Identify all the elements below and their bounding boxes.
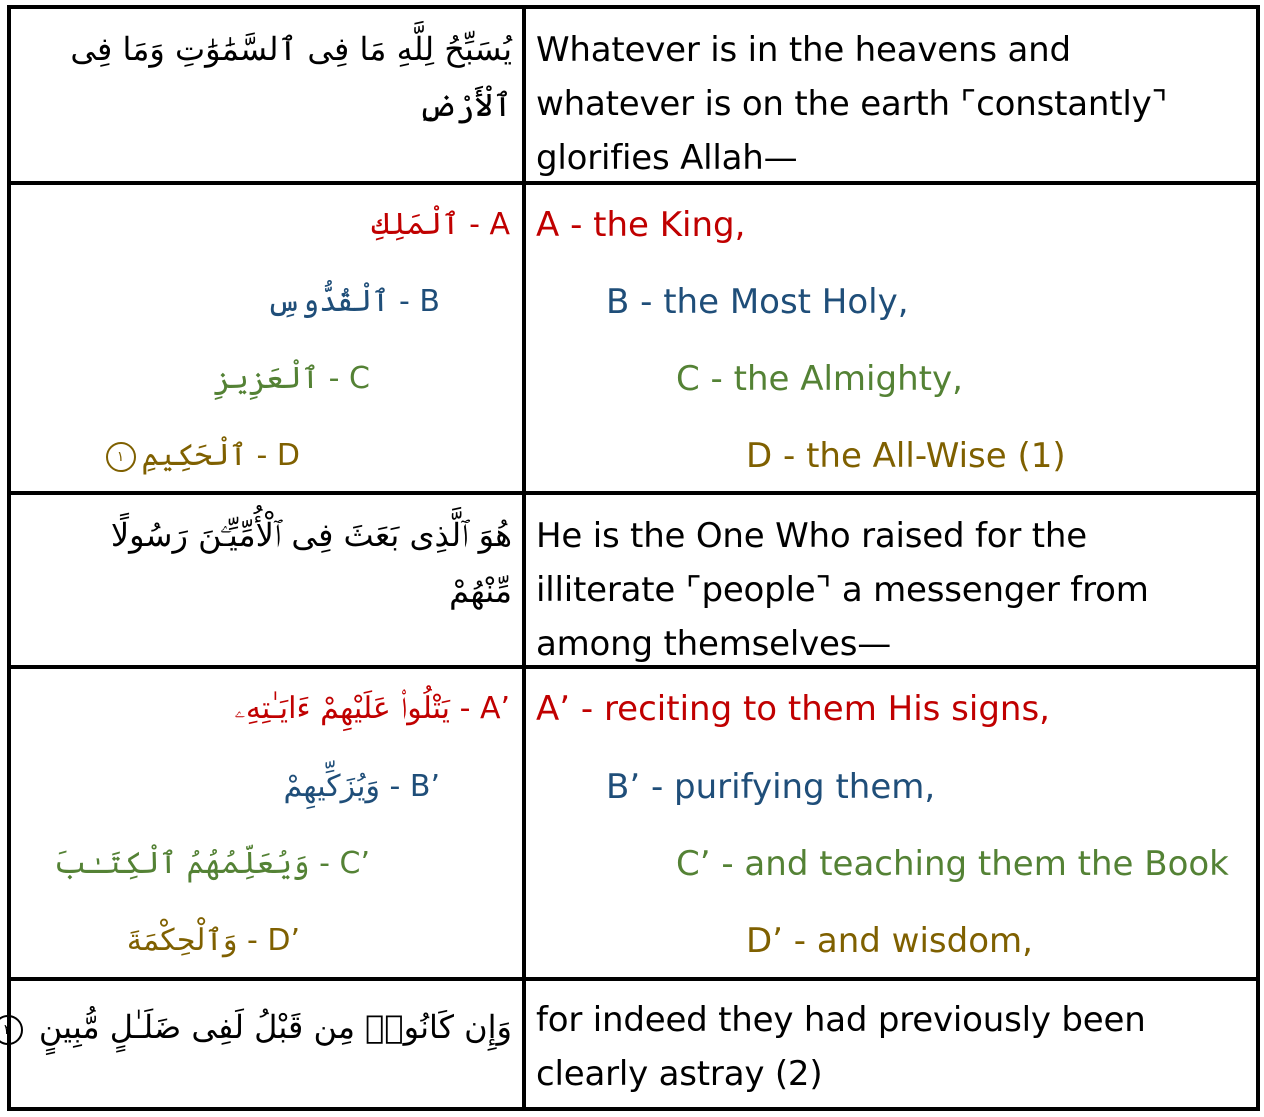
row1-arabic-cell [11, 9, 526, 185]
row4-english-item-c: C’ - and teaching them the Book [676, 844, 1229, 884]
row1-arabic-line-1: يُسَبِّحُ لِلَّهِ مَا فِى ٱلسَّمَٰوَٰتِ وَمَا فِى [70, 30, 512, 68]
row2-english-item-c: C - the Almighty, [676, 359, 963, 399]
row4-arabic-item-a: يَتْلُوا۟ عَلَيْهِمْ ءَايَـٰتِهِۦ - A’ [234, 691, 510, 726]
row5-arabic-cell [3, 981, 526, 1107]
row4-arabic-item-b: وَيُزَكِّيهِمْ - B’ [283, 769, 440, 804]
row2-arabic-item-c: ٱلْعَزِيزِ - C [213, 361, 370, 396]
row4-arabic-item-d: وَٱلْحِكْمَةَ - D’ [126, 923, 300, 958]
row3-arabic-line-1: هُوَ ٱلَّذِى بَعَثَ فِى ٱلْأُمِّيِّـۧنَ رَسُولًا [110, 516, 512, 554]
row4-arabic-item-c: وَيُعَلِّمُهُمُ ٱلْكِتَـٰبَ - C’ [53, 846, 370, 881]
verse-table [3, 5, 1260, 1111]
row3-english-line-3: among themselves— [536, 624, 892, 664]
row1-english-line-3: glorifies Allah— [536, 138, 798, 178]
row3-english-cell [526, 495, 1256, 669]
row1-english-line-2: whatever is on the earth ⌜constantly⌝ [536, 84, 1168, 124]
row1-arabic-line-2: ٱلْأَرْضِ [418, 86, 512, 124]
row4-english-item-d: D’ - and wisdom, [746, 921, 1033, 961]
row4-arabic-cell [11, 669, 526, 981]
row2-english-item-a: A - the King, [536, 205, 746, 245]
verse-end-marker-icon: ١ [106, 442, 136, 472]
row2-arabic-item-b: ٱلْقُدُّوسِ - B [266, 284, 440, 319]
verse-end-marker-icon: ٢ [0, 1015, 23, 1045]
row3-english-line-2: illiterate ⌜people⌝ a messenger from [536, 570, 1149, 610]
row2-english-item-b: B - the Most Holy, [606, 282, 909, 322]
row2-english-item-d: D - the All-Wise (1) [746, 436, 1066, 476]
row4-english-item-a: A’ - reciting to them His signs, [536, 689, 1050, 729]
row3-arabic-line-2: مِّنْهُمْ [449, 572, 512, 610]
row4-english-cell [526, 669, 1256, 981]
row5-english-line-2: clearly astray (2) [536, 1054, 823, 1094]
row5-english-line-1: for indeed they had previously been [536, 1000, 1146, 1040]
row5-arabic-line: وَإِن كَانُوا۟ مِن قَبْلُ لَفِى ضَلَـٰلٍ مُّبِينٍ ٢ [25, 999, 512, 1055]
row4-english-item-b: B’ - purifying them, [606, 767, 936, 807]
row1-english-line-1: Whatever is in the heavens and [536, 30, 1071, 70]
row5-english-cell [526, 981, 1256, 1107]
row2-arabic-item-d: ١ ٱلْحَكِيمِ - D [106, 434, 300, 478]
row1-english-cell [526, 9, 1256, 185]
row2-arabic-item-a: ٱلْمَلِكِ - A [371, 207, 510, 242]
row2-arabic-cell [11, 185, 526, 495]
row3-english-line-1: He is the One Who raised for the [536, 516, 1087, 556]
row2-english-cell [526, 185, 1256, 495]
row3-arabic-cell [11, 495, 526, 669]
